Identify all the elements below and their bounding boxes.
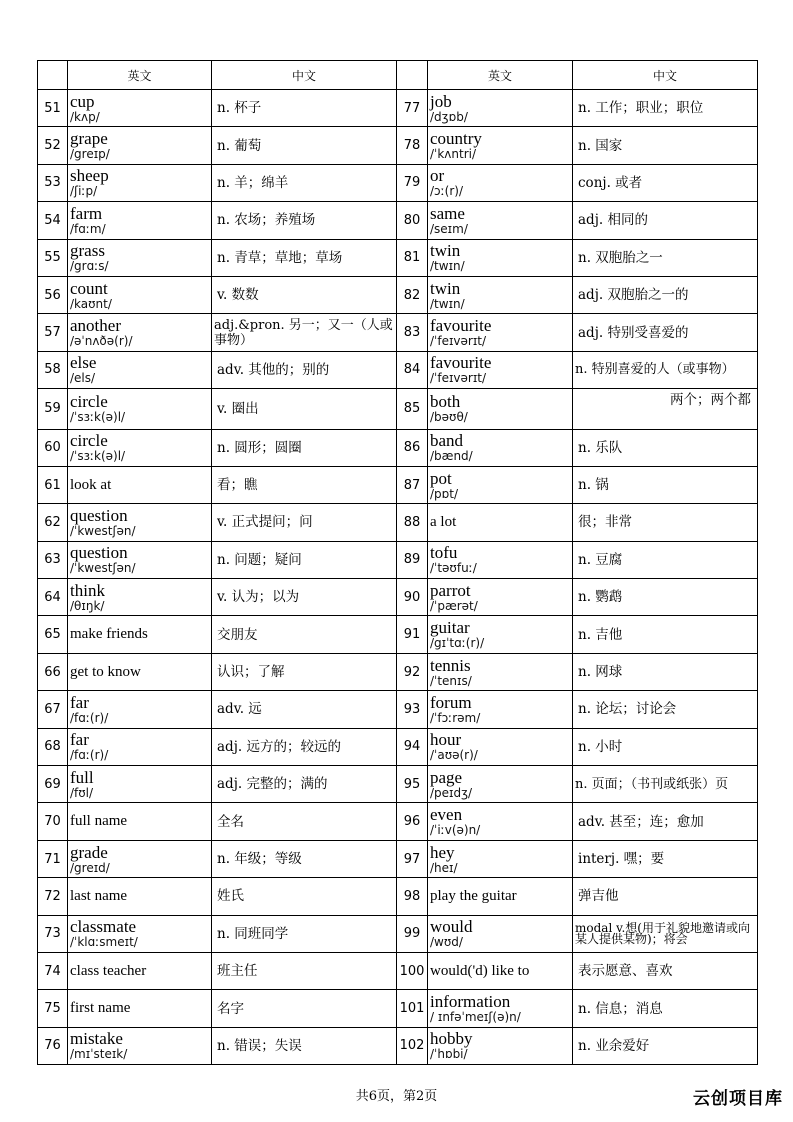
entry-number: 74: [38, 952, 68, 989]
table-row: [38, 616, 758, 653]
english-cell: [68, 990, 212, 1027]
english-cell: [68, 351, 212, 388]
english-word: question: [70, 543, 128, 563]
entry-number: 56: [38, 276, 68, 313]
chinese-meaning: n. 吉他: [573, 616, 758, 653]
english-cell: [68, 766, 212, 803]
english-cell: [68, 202, 212, 239]
chinese-meaning: interj. 嘿；要: [573, 840, 758, 877]
phonetic: /pɒt/: [430, 486, 459, 501]
english-word: another: [70, 316, 121, 336]
entry-number: 54: [38, 202, 68, 239]
entry-number: 71: [38, 840, 68, 877]
phonetic: /seɪm/: [430, 221, 468, 236]
english-word: last name: [70, 887, 128, 904]
phonetic: /ˈaʊə(r)/: [430, 748, 478, 763]
english-cell: [428, 1027, 573, 1064]
phonetic: /mɪˈsteɪk/: [70, 1047, 128, 1062]
entry-number: 78: [397, 127, 428, 164]
chinese-meaning: 两个；两个都: [573, 389, 758, 429]
phonetic: /ˈtenɪs/: [430, 673, 472, 688]
english-word: or: [430, 166, 445, 186]
phonetic: /heɪ/: [430, 860, 458, 875]
entry-number: 89: [397, 541, 428, 578]
header-row: [38, 61, 758, 90]
entry-number: 81: [397, 239, 428, 276]
chinese-meaning: 弹吉他: [573, 878, 758, 915]
phonetic: / ɪnfəˈmeɪʃ(ə)n/: [430, 1010, 521, 1025]
chinese-meaning: v. 正式提问；问: [212, 504, 397, 541]
english-word: far: [70, 692, 89, 712]
chinese-meaning: adv. 其他的；别的: [212, 351, 397, 388]
table-row: [38, 429, 758, 466]
table-row: [38, 239, 758, 276]
english-word: favourite: [430, 353, 492, 373]
english-word: farm: [70, 203, 103, 223]
chinese-meaning: n. 错误；失误: [212, 1027, 397, 1064]
chinese-meaning: n. 葡萄: [212, 127, 397, 164]
table-row: [38, 351, 758, 388]
phonetic: /kʌp/: [70, 109, 100, 124]
phonetic: /ˈkwestʃən/: [70, 561, 136, 576]
table-row: [38, 766, 758, 803]
english-cell: [428, 239, 573, 276]
english-cell: [428, 840, 573, 877]
chinese-meaning: 交朋友: [212, 616, 397, 653]
english-word: page: [430, 767, 463, 787]
english-cell: [428, 803, 573, 840]
chinese-meaning: n. 工作；职业；职位: [573, 90, 758, 127]
entry-number: 67: [38, 691, 68, 728]
phonetic: /ˈpærət/: [430, 598, 478, 613]
table-row: [38, 504, 758, 541]
chinese-meaning: 认识；了解: [212, 653, 397, 690]
table-row: [38, 202, 758, 239]
entry-number: 60: [38, 429, 68, 466]
table-row: [38, 840, 758, 877]
english-cell: [68, 1027, 212, 1064]
phonetic: /bəʊθ/: [430, 410, 468, 425]
english-word: else: [70, 353, 97, 373]
table-row: [38, 990, 758, 1027]
english-cell: [428, 127, 573, 164]
english-cell: [428, 466, 573, 503]
phonetic: /ˈsɜːk(ə)l/: [70, 449, 126, 464]
chinese-meaning: n. 鹦鹉: [573, 579, 758, 616]
entry-number: 84: [397, 351, 428, 388]
chinese-meaning: n. 论坛；讨论会: [573, 691, 758, 728]
english-word: would('d) like to: [430, 962, 530, 979]
english-cell: [428, 653, 573, 690]
english-cell: [428, 351, 573, 388]
entry-number: 99: [397, 915, 428, 952]
chinese-meaning: n. 圆形；圆圈: [212, 429, 397, 466]
entry-number: 100: [397, 952, 428, 989]
english-word: favourite: [430, 316, 492, 336]
chinese-meaning: n. 信息；消息: [573, 990, 758, 1027]
chinese-meaning: n. 青草；草地；草场: [212, 239, 397, 276]
table-row: [38, 389, 758, 429]
chinese-meaning: n. 农场；养殖场: [212, 202, 397, 239]
english-word: play the guitar: [430, 887, 517, 904]
entry-number: 63: [38, 541, 68, 578]
english-word: far: [70, 730, 89, 750]
header-chinese-left: 中文: [212, 61, 397, 90]
phonetic: /θɪŋk/: [70, 598, 105, 613]
brand-watermark: 云创项目库: [693, 1089, 783, 1109]
entry-number: 86: [397, 429, 428, 466]
table-row: [38, 164, 758, 201]
english-word: pot: [430, 468, 452, 488]
header-english-left: 英文: [68, 61, 212, 90]
table-row: [38, 90, 758, 127]
english-word: classmate: [70, 917, 137, 937]
table-row: [38, 952, 758, 989]
chinese-meaning: adv. 远: [212, 691, 397, 728]
english-word: guitar: [430, 618, 470, 638]
english-cell: [428, 691, 573, 728]
chinese-meaning: adj. 双胞胎之一的: [573, 276, 758, 313]
phonetic: /greɪd/: [70, 860, 110, 875]
chinese-meaning: n. 锅: [573, 466, 758, 503]
header-num-left: [38, 61, 68, 90]
english-word: cup: [70, 91, 95, 111]
chinese-meaning: 看；瞧: [212, 466, 397, 503]
chinese-meaning: adj. 相同的: [573, 202, 758, 239]
table-row: [38, 1027, 758, 1064]
phonetic: /ˈhɒbi/: [430, 1047, 468, 1062]
chinese-meaning: n. 国家: [573, 127, 758, 164]
table-row: [38, 803, 758, 840]
chinese-meaning: 全名: [212, 803, 397, 840]
header-english-right: 英文: [428, 61, 573, 90]
english-word: make friends: [70, 626, 148, 643]
english-word: sheep: [70, 166, 109, 186]
english-cell: [68, 541, 212, 578]
chinese-meaning: n. 羊；绵羊: [212, 164, 397, 201]
entry-number: 72: [38, 878, 68, 915]
english-cell: [428, 952, 573, 989]
entry-number: 69: [38, 766, 68, 803]
english-cell: [428, 878, 573, 915]
entry-number: 75: [38, 990, 68, 1027]
entry-number: 83: [397, 314, 428, 351]
entry-number: 80: [397, 202, 428, 239]
phonetic: /kaʊnt/: [70, 296, 112, 311]
chinese-meaning: n. 问题；疑问: [212, 541, 397, 578]
english-word: circle: [70, 431, 108, 451]
english-word: hour: [430, 730, 462, 750]
english-cell: [68, 840, 212, 877]
chinese-meaning: adj.&pron. 另一；又一（人或事物）: [212, 314, 397, 351]
english-cell: [68, 691, 212, 728]
phonetic: /peɪdʒ/: [430, 785, 473, 800]
english-cell: [428, 541, 573, 578]
table-row: [38, 653, 758, 690]
phonetic: /ˈfeɪvərɪt/: [430, 371, 487, 386]
phonetic: /fɑːm/: [70, 221, 106, 236]
chinese-meaning: v. 认为；以为: [212, 579, 397, 616]
entry-number: 64: [38, 579, 68, 616]
chinese-meaning: n. 双胞胎之一: [573, 239, 758, 276]
chinese-meaning: v. 圈出: [212, 389, 397, 429]
chinese-meaning: modal v.想(用于礼貌地邀请或向某人提供某物)；将会: [573, 915, 758, 952]
chinese-meaning: n. 乐队: [573, 429, 758, 466]
english-word: parrot: [430, 580, 471, 600]
english-cell: [428, 164, 573, 201]
entry-number: 73: [38, 915, 68, 952]
english-word: think: [70, 580, 105, 600]
table-row: [38, 314, 758, 351]
english-cell: [428, 990, 573, 1027]
chinese-meaning: n. 同班同学: [212, 915, 397, 952]
phonetic: /dʒɒb/: [430, 109, 468, 124]
entry-number: 88: [397, 504, 428, 541]
table-row: [38, 691, 758, 728]
english-word: forum: [430, 692, 472, 712]
english-word: hey: [430, 842, 455, 862]
table-row: [38, 579, 758, 616]
english-word: a lot: [430, 513, 457, 530]
table-row: [38, 878, 758, 915]
phonetic: /ˈkwestʃən/: [70, 523, 136, 538]
english-word: same: [430, 203, 465, 223]
phonetic: /ɔː(r)/: [430, 184, 464, 199]
table-row: [38, 466, 758, 503]
chinese-meaning: 很；非常: [573, 504, 758, 541]
english-word: full name: [70, 813, 128, 830]
phonetic: /gɪˈtɑː(r)/: [430, 636, 485, 651]
phonetic: /ˈsɜːk(ə)l/: [70, 410, 126, 425]
entry-number: 92: [397, 653, 428, 690]
page-footer: 共6页，第2页: [355, 1089, 438, 1104]
entry-number: 76: [38, 1027, 68, 1064]
english-cell: [68, 466, 212, 503]
chinese-meaning: n. 年级；等级: [212, 840, 397, 877]
entry-number: 66: [38, 653, 68, 690]
english-cell: [428, 429, 573, 466]
english-word: even: [430, 805, 463, 825]
chinese-meaning: 表示愿意、喜欢: [573, 952, 758, 989]
phonetic: /ˈkʌntri/: [430, 147, 477, 162]
entry-number: 85: [397, 389, 428, 429]
english-cell: [68, 164, 212, 201]
entry-number: 82: [397, 276, 428, 313]
chinese-meaning: v. 数数: [212, 276, 397, 313]
chinese-meaning: conj. 或者: [573, 164, 758, 201]
chinese-meaning: adv. 甚至；连；愈加: [573, 803, 758, 840]
english-word: count: [70, 278, 108, 298]
entry-number: 53: [38, 164, 68, 201]
english-cell: [68, 653, 212, 690]
chinese-meaning: n. 业余爱好: [573, 1027, 758, 1064]
english-word: mistake: [70, 1029, 123, 1049]
phonetic: /greɪp/: [70, 147, 110, 162]
english-cell: [428, 90, 573, 127]
entry-number: 62: [38, 504, 68, 541]
phonetic: /els/: [70, 371, 96, 386]
entry-number: 96: [397, 803, 428, 840]
entry-number: 61: [38, 466, 68, 503]
english-cell: [68, 952, 212, 989]
english-word: tofu: [430, 543, 458, 563]
english-cell: [428, 766, 573, 803]
english-word: tennis: [430, 655, 471, 675]
phonetic: /ˈfɔːrəm/: [430, 710, 481, 725]
phonetic: /twɪn/: [430, 259, 465, 274]
english-word: job: [430, 91, 452, 111]
english-cell: [68, 314, 212, 351]
english-cell: [68, 239, 212, 276]
vocabulary-table: [37, 60, 758, 1065]
english-cell: [68, 728, 212, 765]
english-word: hobby: [430, 1029, 473, 1049]
english-cell: [428, 915, 573, 952]
english-cell: [68, 579, 212, 616]
english-cell: [428, 202, 573, 239]
english-cell: [68, 389, 212, 429]
entry-number: 102: [397, 1027, 428, 1064]
english-word: full: [70, 767, 94, 787]
english-cell: [428, 389, 573, 429]
entry-number: 70: [38, 803, 68, 840]
english-cell: [428, 579, 573, 616]
entry-number: 79: [397, 164, 428, 201]
phonetic: /ʃiːp/: [70, 184, 98, 199]
chinese-meaning: 班主任: [212, 952, 397, 989]
english-word: class teacher: [70, 962, 147, 979]
table-row: [38, 915, 758, 952]
english-word: get to know: [70, 663, 141, 680]
entry-number: 55: [38, 239, 68, 276]
entry-number: 52: [38, 127, 68, 164]
entry-number: 51: [38, 90, 68, 127]
chinese-meaning: n. 小时: [573, 728, 758, 765]
phonetic: /wʊd/: [430, 935, 463, 950]
entry-number: 59: [38, 389, 68, 429]
entry-number: 58: [38, 351, 68, 388]
phonetic: /fʊl/: [70, 785, 94, 800]
english-cell: [68, 90, 212, 127]
chinese-meaning: n. 豆腐: [573, 541, 758, 578]
entry-number: 101: [397, 990, 428, 1027]
entry-number: 97: [397, 840, 428, 877]
entry-number: 77: [397, 90, 428, 127]
english-word: twin: [430, 241, 461, 261]
entry-number: 57: [38, 314, 68, 351]
chinese-meaning: n. 杯子: [212, 90, 397, 127]
phonetic: /əˈnʌðə(r)/: [70, 334, 133, 349]
chinese-meaning: n. 网球: [573, 653, 758, 690]
english-cell: [428, 276, 573, 313]
entry-number: 91: [397, 616, 428, 653]
chinese-meaning: adj. 完整的；满的: [212, 766, 397, 803]
vocabulary-body: [38, 90, 758, 1065]
english-word: look at: [70, 476, 112, 493]
english-word: information: [430, 992, 511, 1012]
english-word: grape: [70, 129, 108, 149]
chinese-meaning: n. 页面；（书刊或纸张）页: [573, 766, 758, 803]
english-cell: [68, 616, 212, 653]
phonetic: /ˈtəʊfuː/: [430, 561, 477, 576]
entry-number: 68: [38, 728, 68, 765]
english-cell: [68, 504, 212, 541]
chinese-meaning: n. 特别喜爱的人（或事物）: [573, 351, 758, 388]
english-cell: [68, 127, 212, 164]
entry-number: 65: [38, 616, 68, 653]
english-word: first name: [70, 1000, 131, 1017]
phonetic: /fɑː(r)/: [70, 748, 109, 763]
table-row: [38, 541, 758, 578]
entry-number: 98: [397, 878, 428, 915]
english-cell: [68, 803, 212, 840]
chinese-meaning: 名字: [212, 990, 397, 1027]
english-word: would: [430, 917, 473, 937]
phonetic: /ˈiːv(ə)n/: [430, 823, 481, 838]
phonetic: /grɑːs/: [70, 259, 109, 274]
header-chinese-right: 中文: [573, 61, 758, 90]
english-word: grass: [70, 241, 105, 261]
english-word: both: [430, 392, 461, 412]
phonetic: /bænd/: [430, 449, 473, 464]
english-cell: [68, 915, 212, 952]
entry-number: 95: [397, 766, 428, 803]
english-cell: [428, 314, 573, 351]
phonetic: /ˈfeɪvərɪt/: [430, 334, 487, 349]
table-row: [38, 127, 758, 164]
chinese-meaning: adj. 特别受喜爱的: [573, 314, 758, 351]
english-word: twin: [430, 278, 461, 298]
phonetic: /twɪn/: [430, 296, 465, 311]
entry-number: 90: [397, 579, 428, 616]
entry-number: 94: [397, 728, 428, 765]
chinese-meaning: adj. 远方的；较远的: [212, 728, 397, 765]
table-row: [38, 276, 758, 313]
english-word: question: [70, 505, 128, 525]
english-word: grade: [70, 842, 108, 862]
english-cell: [68, 429, 212, 466]
english-word: circle: [70, 392, 108, 412]
english-cell: [68, 878, 212, 915]
phonetic: /ˈklɑːsmeɪt/: [70, 935, 138, 950]
table-row: [38, 728, 758, 765]
english-cell: [68, 276, 212, 313]
english-cell: [428, 616, 573, 653]
entry-number: 87: [397, 466, 428, 503]
english-cell: [428, 728, 573, 765]
header-num-right: [397, 61, 428, 90]
english-cell: [428, 504, 573, 541]
phonetic: /fɑː(r)/: [70, 710, 109, 725]
english-word: country: [430, 129, 482, 149]
entry-number: 93: [397, 691, 428, 728]
chinese-meaning: 姓氏: [212, 878, 397, 915]
english-word: band: [430, 431, 464, 451]
